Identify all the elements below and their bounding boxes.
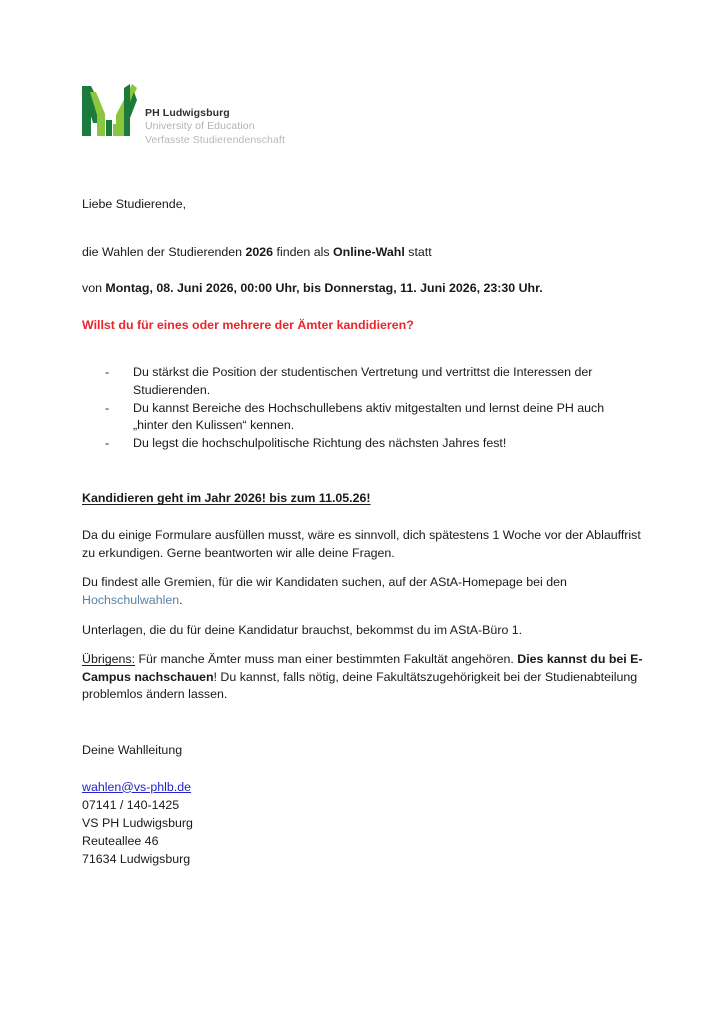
letter-body	[82, 196, 648, 869]
logo-line-subtitle-en: University of Education	[145, 120, 255, 133]
intro-text-before-year: die Wahlen der Studierenden	[82, 244, 246, 259]
list-item-text: Du legst die hochschulpolitische Richtung des nächsten Jahres fest!	[133, 435, 507, 450]
forms-paragraph: Da du einige Formulare ausfüllen musst, wäre es sinnvoll, dich spätestens 1 Woche vor der Ablauffrist zu erkundigen. Gerne beantworten wir alle deine Fragen.	[82, 528, 641, 560]
documents-paragraph: Unterlagen, die du für deine Kandidatur brauchst, bekommst du im AStA-Büro 1.	[82, 622, 523, 637]
ecampus-bold-note: Dies kannst du bei E-Campus nachschauen	[82, 652, 643, 684]
list-item-text: Du stärkst die Position der studentischen Vertretung und vertrittst die Interessen der Studierenden.	[133, 365, 593, 398]
committees-text-before-link: Du findest alle Gremien, für die wir Kandidaten suchen, auf der AStA-Homepage bei den	[82, 575, 567, 590]
intro-year: 2026	[245, 244, 274, 259]
logo-line-student-body: Verfasste Studierendenschaft	[145, 133, 285, 146]
ph-ludwigsburg-leaf-mark-icon	[80, 82, 138, 140]
faculty-note-text-2: ! Du kannst, falls nötig, deine Fakultätszugehörigkeit bei der Studienabteilung problemlos ändern lassen.	[82, 669, 638, 702]
intro-paragraph	[82, 244, 648, 262]
bullet-marker-icon: -	[105, 435, 110, 450]
logo-line-institution: PH Ludwigsburg	[145, 107, 230, 119]
city-address: 71634 Ludwigsburg	[82, 851, 191, 866]
committees-paragraph	[82, 574, 648, 609]
bullet-marker-icon: -	[105, 400, 110, 415]
intro-mode: Online-Wahl	[333, 244, 405, 259]
email-link[interactable]: wahlen@vs-phlb.de	[82, 779, 192, 794]
voting-period-range: Montag, 08. Juni 2026, 00:00 Uhr, bis Donnerstag, 11. Juni 2026, 23:30 Uhr.	[105, 281, 543, 296]
benefits-list	[82, 364, 648, 452]
intro-text-between: finden als	[273, 244, 333, 259]
hochschulwahlen-link[interactable]: Hochschulwahlen	[82, 592, 180, 607]
voting-period-paragraph	[82, 280, 648, 298]
organization-logo	[80, 82, 285, 147]
deadline-heading: Kandidieren geht im Jahr 2026! bis zum 11.05.26!	[82, 491, 371, 506]
voting-period-prefix: von	[82, 281, 106, 296]
faculty-note-text-1: Für manche Ämter muss man einer bestimmten Fakultät angehören.	[135, 652, 518, 667]
salutation: Liebe Studierende,	[82, 197, 187, 211]
signature-block	[82, 779, 648, 869]
street-address: Reuteallee 46	[82, 833, 159, 848]
candidacy-call-headline: Willst du für eines oder mehrere der Ämter kandidieren?	[82, 317, 414, 332]
uebrigens-lead: Übrigens:	[82, 652, 136, 667]
bullet-marker-icon: -	[105, 365, 110, 380]
faculty-note-paragraph	[82, 651, 648, 704]
list-item	[82, 435, 648, 453]
list-item	[82, 400, 648, 435]
committees-text-after-link: .	[179, 592, 183, 607]
phone-number: 07141 / 140-1425	[82, 797, 180, 812]
organization-name: VS PH Ludwigsburg	[82, 815, 193, 830]
intro-text-after: statt	[404, 244, 432, 259]
list-item-text: Du kannst Bereiche des Hochschullebens aktiv mitgestalten und lernst deine PH auch „hinter den Kulissen“ kennen.	[133, 400, 605, 433]
closing-line: Deine Wahlleitung	[82, 742, 183, 757]
list-item	[82, 364, 648, 399]
